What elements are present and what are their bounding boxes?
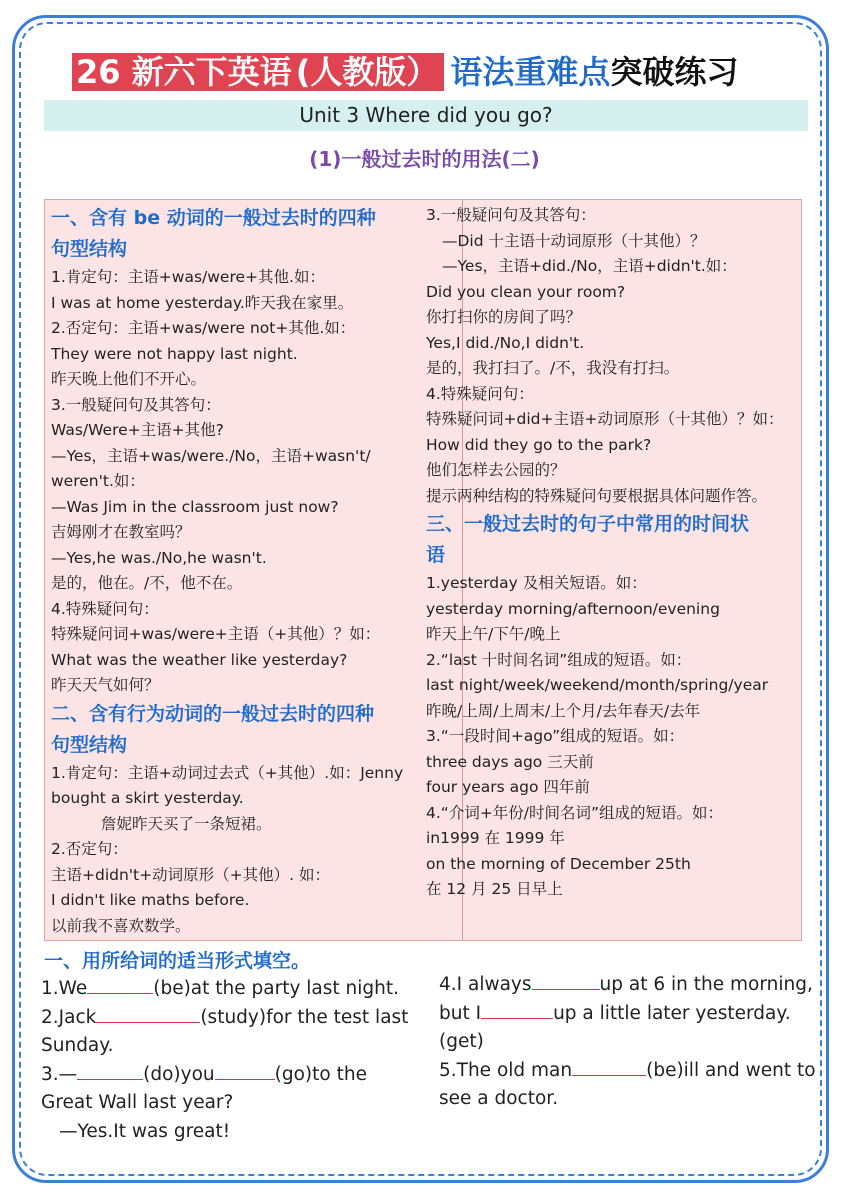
- note-line: Was/Were+主语+其他?: [51, 421, 224, 439]
- title-edition: (人教版）: [296, 53, 445, 91]
- question-4-cont: [439, 1000, 814, 1029]
- heading-be-verb: 一、含有 be 动词的一般过去时的四种: [51, 207, 376, 229]
- note-line: I was at home yesterday.昨天我在家里。: [51, 293, 354, 312]
- title-practice: 突破练习: [610, 53, 739, 91]
- grammar-notes-box: [44, 199, 802, 941]
- question-2-cont: Sunday.: [41, 1035, 114, 1056]
- note-line: 3.一般疑问句及其答句：: [426, 206, 596, 224]
- title-grade: 26 新六下英语: [72, 53, 296, 91]
- note-line: on the morning of December 25th: [426, 854, 691, 873]
- answer-blank[interactable]: [87, 975, 153, 994]
- note-line: weren't.如：: [51, 472, 145, 490]
- note-line: —Was Jim in the classroom just now?: [51, 497, 339, 516]
- section-title: (1)一般过去时的用法(二): [309, 147, 540, 171]
- question-text: up at 6 in the morning,: [599, 974, 813, 995]
- question-3-cont: Great Wall last year?: [41, 1092, 234, 1113]
- question-3-answer: —Yes.It was great!: [59, 1120, 231, 1142]
- note-line: 2.否定句：: [51, 840, 128, 858]
- note-line: 是的，他在。/不，他不在。: [51, 574, 243, 592]
- note-line: —Yes，主语+did./No，主语+didn't.如：: [442, 257, 737, 275]
- note-line: 1.yesterday 及相关短语。如：: [426, 574, 647, 592]
- page-title: [72, 44, 738, 100]
- note-line: 4.特殊疑问句：: [426, 384, 534, 403]
- heading-time-adverbials-cont: 语: [426, 544, 446, 566]
- note-line: How did they go to the park?: [426, 435, 652, 454]
- note-line: 詹妮昨天买了一条短裙。: [101, 814, 272, 833]
- note-line: 昨晚/上周/上周末/上个月/去年春天/去年: [426, 701, 701, 720]
- answer-blank[interactable]: [96, 1004, 200, 1023]
- question-4: [439, 971, 814, 1000]
- note-line: 吉姆刚才在教室吗？: [51, 523, 191, 541]
- note-line: Yes,I did./No,I didn't.: [426, 333, 585, 352]
- left-column: [51, 203, 459, 939]
- note-line: in1999 在 1999 年: [426, 829, 565, 847]
- note-line: four years ago 四年前: [426, 778, 590, 796]
- exercise-title: 一、用所给词的适当形式填空。: [44, 950, 311, 972]
- unit-banner: Unit 3 Where did you go?: [44, 100, 808, 131]
- answer-blank[interactable]: [215, 1061, 275, 1080]
- note-line: 3.一般疑问句及其答句：: [51, 395, 221, 414]
- heading-action-verb-cont: 句型结构: [51, 733, 128, 756]
- note-line: I didn't like maths before.: [51, 891, 250, 909]
- note-line: —Did 十主语十动词原形（十其他）？: [442, 231, 706, 250]
- note-line: 2.否定句：主语+was/were not+其他.如：: [51, 319, 356, 337]
- note-line: 是的，我打扫了。/不，我没有打扫。: [426, 359, 680, 377]
- note-line: —Yes，主语+was/were./No，主语+wasn't/: [51, 446, 371, 465]
- right-column: [426, 203, 798, 903]
- question-text: (study)for the test last: [200, 1006, 409, 1028]
- note-line: yesterday morning/afternoon/evening: [426, 599, 720, 618]
- note-line: 昨天天气如何？: [51, 676, 160, 694]
- note-line: 提示两种结构的特殊疑问句要根据具体问题作答。: [426, 486, 768, 505]
- question-5-cont: see a doctor.: [439, 1088, 559, 1109]
- note-line: 特殊疑问词+was/were+主语（+其他）？如：: [51, 625, 381, 643]
- question-text: but I: [439, 1002, 482, 1024]
- note-line: three days ago 三天前: [426, 752, 594, 771]
- answer-blank[interactable]: [572, 1057, 646, 1076]
- note-line: bought a skirt yesterday.: [51, 789, 244, 807]
- question-text: (do)you: [143, 1063, 215, 1085]
- question-text: 2.Jack: [41, 1006, 97, 1028]
- question-5: [439, 1057, 814, 1086]
- question-text: 4.I always: [439, 974, 532, 995]
- note-line: 昨天晚上他们不开心。: [51, 370, 207, 388]
- note-line: 4.“介词+年份/时间名词”组成的短语。如：: [426, 803, 724, 822]
- note-line: What was the weather like yesterday?: [51, 650, 348, 669]
- question-text: 1.We: [41, 978, 88, 999]
- exercise-left: [41, 975, 421, 1146]
- note-line: 你打扫你的房间了吗？: [426, 308, 582, 326]
- exercise-right: [439, 971, 814, 1114]
- answer-blank[interactable]: [77, 1061, 143, 1080]
- note-line: They were not happy last night.: [51, 344, 298, 363]
- note-line: Did you clean your room?: [426, 282, 626, 301]
- question-text: (be)at the party last night.: [153, 978, 400, 999]
- note-line: 昨天上午/下午/晚上: [426, 625, 561, 643]
- note-line: 4.特殊疑问句：: [51, 599, 159, 618]
- note-line: 他们怎样去公园的？: [426, 461, 566, 479]
- heading-be-verb-cont: 句型结构: [51, 238, 128, 260]
- question-text: up a little later yesterday.: [553, 1002, 791, 1024]
- note-line: 在 12 月 25 日早上: [426, 880, 563, 898]
- title-grammar: 语法重难点: [450, 53, 611, 91]
- note-line: 特殊疑问词+did+主语+动词原形（十其他）？如：: [426, 410, 784, 428]
- note-line: —Yes,he was./No,he wasn't.: [51, 548, 267, 567]
- note-line: 1.肯定句：主语+was/were+其他.如：: [51, 268, 325, 286]
- note-line: last night/week/weekend/month/spring/year: [426, 676, 769, 694]
- heading-time-adverbials: 三、一般过去时的句子中常用的时间状: [426, 513, 750, 535]
- question-text: 3.—: [41, 1063, 78, 1085]
- question-text: (be)ill and went to: [646, 1059, 816, 1081]
- heading-action-verb: 二、含有行为动词的一般过去时的四种: [51, 702, 375, 725]
- question-text: 5.The old man: [439, 1059, 573, 1081]
- question-2: [41, 1004, 421, 1033]
- note-line: 主语+didn't+动词原形（+其他）. 如：: [51, 865, 330, 884]
- question-3: [41, 1061, 421, 1090]
- question-1: [41, 975, 421, 1004]
- note-line: 3.“一段时间+ago”组成的短语。如：: [426, 727, 685, 745]
- note-line: 2.“last 十时间名词”组成的短语。如：: [426, 650, 692, 669]
- note-line: 以前我不喜欢数学。: [51, 916, 191, 935]
- answer-blank[interactable]: [532, 971, 600, 990]
- question-4-hint: (get): [439, 1031, 484, 1052]
- answer-blank[interactable]: [481, 1000, 553, 1019]
- question-text: (go)to the: [274, 1063, 367, 1085]
- note-line: 1.肯定句：主语+动词过去式（+其他）.如：Jenny: [51, 763, 404, 782]
